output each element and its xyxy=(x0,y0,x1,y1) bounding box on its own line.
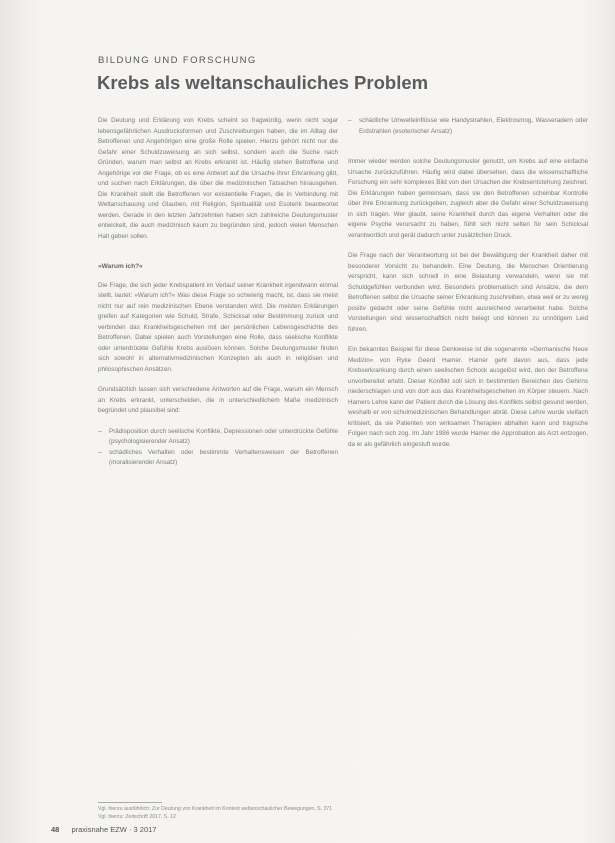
article-title: Krebs als weltanschauliches Problem xyxy=(97,72,429,93)
list-item-text: Prädisposition durch seelische Konflikte, Depressionen oder unterdrückte Gefühle (psychologisierender Ansatz) xyxy=(109,427,338,445)
list-item-text: schädliches Verhalten oder bestimmte Verhaltensweisen der Betroffenen (moralisierender Ansatz) xyxy=(109,448,338,466)
body-paragraph: Immer wieder werden solche Deutungsmuster genutzt, um Krebs auf eine einfache Ursache zurückzuführen. Häufig wird dabei übersehen, dass die wissenschaftliche Forschung ein sehr komplexes Bild von den Ursachen der Krebsentstehung zeichnet. Die Erklärungen haben gemeinsam, dass sie den Betroffenen scheinbar Kontrolle über ihre Erkrankung zurückgeben, zugleich aber die Gefahr einer Schuldzuweisung in sich tragen. Wer glaubt, seine Krankheit durch das eigene Verhalten oder die eigene Psyche verursacht zu haben, fühlt sich nicht selten für sein Schicksal verantwortlich und gerät dadurch unter zusätzlichen Druck. xyxy=(348,158,588,239)
subheading: »Warum ich?« xyxy=(98,263,143,270)
footnote-divider xyxy=(98,802,162,803)
list-item xyxy=(98,427,338,448)
section-label: BILDUNG UND FORSCHUNG xyxy=(98,55,257,66)
list-item xyxy=(348,116,588,137)
footnote: Vgl. hierzu ausführlich: Zur Deutung von Krankheit im Kontext weltanschaulicher Bewegungen, S. 371 xyxy=(98,806,333,812)
footnotes xyxy=(98,805,498,821)
footnote: Vgl. hierzu: Zeitschrift 2017, S. 12 xyxy=(98,814,176,820)
bullet-marker: – xyxy=(98,427,102,435)
left-column xyxy=(98,116,338,469)
body-paragraph: Ein bekanntes Beispiel für diese Denkweise ist die sogenannte »Germanische Neue Medizin« von Ryke Geerd Hamer. Hamer geht davon aus, dass jede Krebserkrankung durch einen seelischen Schock ausgelöst wird, den der Betroffene unvorbereitet erlebt. Dieser Konflikt soll sich in bestimmten Bereichen des Gehirns niederschlagen und von dort aus das Krankheitsgeschehen im Körper steuern. Nach Hamers Lehre kann der Patient durch die Lösung des Konflikts selbst gesund werden, weshalb er von schulmedizinischen Behandlungen abrät. Diese Lehre wurde vielfach kritisiert, da sie Patienten von wirksamen Therapien abhalten kann und tragische Folgen nach sich zog. Im Jahr 1986 wurde Hamer die Approbation als Arzt entzogen, da er als gefährlich eingestuft wurde. xyxy=(348,346,588,448)
list-item-text: schädliche Umwelteinflüsse wie Handystrahlen, Elektrosmog, Wasseradern oder Erdstrahlen (esoterischer Ansatz) xyxy=(359,117,588,135)
page-number: 48 xyxy=(51,825,60,834)
bullet-list xyxy=(348,116,588,137)
bullet-list xyxy=(98,427,338,469)
publication-info: praxisnahe EZW · 3 2017 xyxy=(71,825,157,834)
list-item xyxy=(98,448,338,469)
bullet-marker: – xyxy=(98,448,102,456)
body-paragraph: Die Deutung und Erklärung von Krebs scheint so fragwürdig, wenn nicht sogar lebensgefährlichen Ausdrucksformen und Zuschreibungen haben, die im Alltag der Betroffenen und Angehörigen eine große Rolle spielen. Hierzu gehört nicht nur die Gefahr einer Schuldzuweisung an sich selbst, sondern auch die Suche nach Gründen, warum man selbst an Krebs erkrankt ist. Häufig stehen Betroffene und Angehörige vor der Frage, ob es eine Antwort auf die Ursache ihrer Erkrankung gibt, und suchen nach Erklärungen, die über die medizinischen Tatsachen hinausgehen. Die Krankheit stellt die Betroffenen vor existentielle Fragen, die in Verbindung mit Weltanschauung und Glauben, mit Religion, Spiritualität und Esoterik beantwortet werden. Gerade in den letzten Jahrzehnten haben sich zahlreiche Deutungsmuster entwickelt, die auch medizinisch kaum zu begründen sind, jedoch vielen Menschen Halt geben sollen. xyxy=(98,117,338,240)
body-paragraph: Grundsätzlich lassen sich verschiedene Antworten auf die Frage, warum ein Mensch an Krebs erkrankt, unterscheiden, die in unterschiedlichem Maße medizinisch begründet und plausibel sind: xyxy=(98,386,338,414)
page-footer xyxy=(51,825,156,834)
bullet-marker: – xyxy=(348,117,352,124)
body-paragraph: Die Frage nach der Verantwortung ist bei der Bewältigung der Krankheit daher mit besonderer Vorsicht zu behandeln. Eine Deutung, die Menschen Orientierung verspricht, kann sich schnell in eine Belastung verwandeln, wenn sie mit Schuldgefühlen verbunden wird. Besonders problematisch sind Ansätze, die dem Betroffenen selbst die Ursache seiner Erkrankung zuschreiben, etwa weil er zu wenig positiv gedacht oder seine Gefühle nicht ausreichend verarbeitet habe. Solche Vorstellungen sind wissenschaftlich nicht belegt und können zu unnötigem Leid führen. xyxy=(348,252,588,333)
right-column xyxy=(348,116,588,460)
body-paragraph: Die Frage, die sich jeder Krebspatient im Verlauf seiner Krankheit irgendwann einmal stellt, lautet: »Warum ich?« Was diese Frage so schwierig macht, ist, dass sie meist nicht nur auf rein medizinischen Ebene verstanden wird. Die meisten Erklärungen greifen auf Kategorien wie Schuld, Strafe, Schicksal oder Bestimmung zurück und verbinden das Krankheitsgeschehen mit der persönlichen Lebensgeschichte des Betroffenen. Dabei spielen auch Vorstellungen eine Rolle, dass seelische Konflikte oder unterdrückte Gefühle Krebs auslösen können. Solche Deutungsmuster finden sich sowohl in alternativmedizinischen Konzepten als auch in religiösen und philosophischen Ansätzen. xyxy=(98,281,338,373)
